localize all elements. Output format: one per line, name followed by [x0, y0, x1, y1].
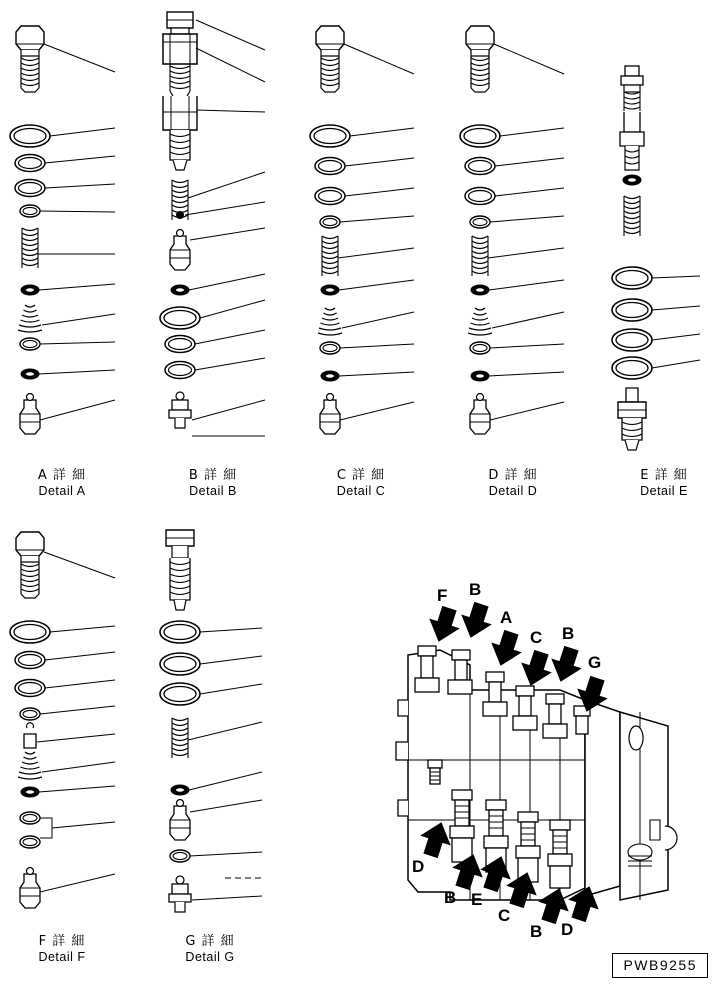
detail-caption-b-en: Detail B — [189, 483, 237, 498]
detail-c-assembly — [310, 26, 414, 434]
callout-letter-b-bot2: B — [530, 922, 543, 941]
detail-caption-e-jp: E 詳 細 — [640, 468, 688, 483]
detail-caption-f — [0, 934, 124, 965]
detail-caption-c-jp: C 詳 細 — [336, 468, 386, 483]
detail-d-assembly — [460, 26, 564, 434]
callout-letter-a-top: A — [500, 608, 513, 627]
detail-caption-d-en: Detail D — [488, 483, 538, 498]
detail-b-assembly — [160, 12, 265, 436]
detail-caption-b — [151, 468, 275, 499]
detail-caption-d-jp: D 詳 細 — [488, 468, 538, 483]
detail-caption-a-en: Detail A — [38, 483, 86, 498]
control-valve-body — [396, 646, 677, 900]
detail-caption-g-jp: G 詳 細 — [185, 934, 235, 949]
detail-caption-d — [451, 468, 575, 499]
detail-caption-c — [299, 468, 423, 499]
detail-caption-f-jp: F 詳 細 — [38, 934, 86, 949]
callout-letter-d-bot2: D — [561, 920, 574, 939]
detail-caption-e-en: Detail E — [640, 483, 688, 498]
detail-g-assembly — [160, 530, 262, 912]
part-number-box — [612, 953, 708, 978]
callout-letter-f-top: F — [437, 586, 448, 605]
callout-letter-e-bot: E — [471, 890, 483, 909]
callout-letter-b-bot1: B — [444, 888, 457, 907]
callout-letter-g-top: G — [588, 653, 602, 672]
detail-caption-e — [602, 468, 716, 499]
detail-a-assembly — [10, 26, 115, 434]
detail-e-assembly — [612, 66, 700, 450]
detail-caption-g — [148, 934, 272, 965]
callout-letter-c-bot: C — [498, 906, 511, 925]
callout-letter-c-top: C — [530, 628, 543, 647]
callout-letter-b-top2: B — [562, 624, 575, 643]
detail-caption-b-jp: B 詳 細 — [188, 468, 238, 483]
detail-caption-c-en: Detail C — [336, 483, 386, 498]
detail-caption-f-en: Detail F — [38, 949, 86, 964]
detail-caption-g-en: Detail G — [185, 949, 235, 964]
callout-letter-b-top1: B — [469, 580, 482, 599]
detail-caption-a-jp: A 詳 細 — [37, 468, 87, 483]
detail-caption-a — [0, 468, 124, 499]
detail-f-assembly — [10, 532, 115, 908]
part-number: PWB9255 — [623, 957, 697, 973]
callout-letter-d-bot1: D — [412, 857, 425, 876]
